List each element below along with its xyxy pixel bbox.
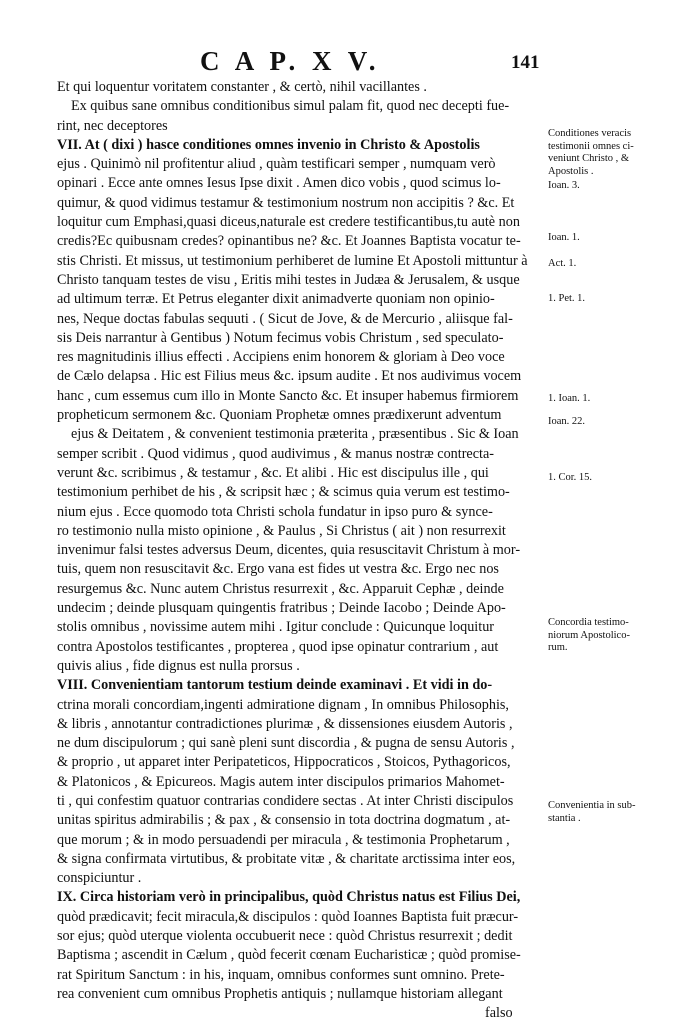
margin-note-conditiones: Conditiones veracis testimonii omnes ci- veniunt Christo , & Apostolis . [548, 128, 634, 177]
page-header [0, 46, 700, 80]
margin-note-ioan-3: Ioan. 3. [548, 180, 580, 191]
margin-note-act-1: Act. 1. [548, 258, 577, 269]
main-text [57, 78, 541, 1024]
text-line: sis Deis narrantur à Gentibus ) Notum fecimus vobis Christum , sed speculato- [57, 329, 504, 346]
text-line: Ex quibus sane omnibus conditionibus simul palam fit, quod nec decepti fue- [71, 98, 510, 115]
text-line: & libris , annotantur contradictiones plurimæ , & dissensiones eiusdem Autoris , [57, 715, 513, 732]
chapter-heading: C A P. X V. [200, 46, 381, 76]
text-line: ejus . Quinimò nil profitentur aliud , quàm testificari semper , numquam verò [57, 156, 496, 173]
text-line: sor ejus; quòd uterque violenta occubuerit nece : quòd Christus resurrexit ; dedit [57, 928, 513, 945]
text-line: unitas spiritus admirabilis ; & pax , & consensio in tota doctrina dogmatum , at- [57, 812, 511, 829]
margin-note-ioan-22: Ioan. 22. [548, 416, 586, 427]
text-line: hanc , cum essemus cum illo in Monte Sancto &c. Et insuper habemus firmiorem [57, 387, 519, 404]
text-line: ne dum discipulorum ; qui sanè pleni sunt discordia , & pugna de sensu Autoris , [57, 735, 515, 752]
text-line: testimonium perhibet de his , & scripsit hæc ; & scimus quia verum est testimo- [57, 484, 510, 501]
margin-note-1-ioan-1: 1. Ioan. 1. [548, 393, 591, 404]
text-line: contra Apostolos testificantes , propterea , quod ipse opinatur contrarium , aut [57, 638, 499, 655]
text-line: Christo tanquam testes de visu , Eritis mihi testes in Judæa & Jerusalem, & usque [57, 271, 520, 288]
text-line: quòd prædicavit; fecit miracula,& discipulos : quòd Ioannes Baptista fuit præcur- [57, 908, 519, 925]
section-vii-start: VII. At ( dixi ) hasce conditiones omnes invenio in Christo & Apostolis [57, 136, 480, 153]
text-line: invenimur falsi testes adversus Deum, dicentes, quia resuscitavit Christum à mor- [57, 542, 521, 559]
text-line: nes, Neque doctas fabulas sequuti . ( Sicut de Jove, & de Mercurio , aliisque fal- [57, 310, 513, 327]
margin-note-ioan-1: Ioan. 1. [548, 232, 580, 243]
text-line: & Platonicos , & Epicureos. Magis autem inter discipulos primarios Mahomet- [57, 773, 505, 790]
text-line: & signa confirmata virtutibus, & probitate vitæ , & charitate arctissima inter eos, [57, 850, 516, 867]
text-line: quimur, & quod vidimus testamur & testimonium nostrum non accipitis ? &c. Et [57, 194, 515, 211]
margin-note-convenientia: Convenientia in sub- stantia . [548, 800, 636, 824]
text-line: conspiciuntur . [57, 870, 142, 887]
text-line: ejus & Deitatem , & convenient testimonia præterita , præsentibus . Sic & Ioan [71, 426, 519, 443]
text-line: loquitur cum Emphasi,quasi diceus,naturale est credere testificantibus,tu autè non [57, 214, 520, 231]
text-line: semper scribit . Quod vidimus , quod audivimus , & manus nostræ contrecta- [57, 445, 494, 462]
text-line: res magnitudinis illius effecti . Accipiens enim honorem & gloriam à Deo voce [57, 349, 505, 366]
text-line: resurgemus &c. Nunc autem Christus resurrexit , &c. Apparuit Cephæ , deinde [57, 580, 504, 597]
text-line: Baptisma ; ascendit in Cælum , quòd fecerit cœnam Eucharisticæ ; quòd promise- [57, 947, 521, 964]
text-line: verunt &c. scribimus , & testamur , &c. Et alibi . Hic est discipulus ille , qui [57, 464, 489, 481]
text-line: undecim ; deinde plusquam quingentis fratribus ; Deinde Iacobo ; Deinde Apo- [57, 600, 506, 617]
text-line: & proprio , ut apparet inter Peripateticos, Hippocraticos , Stoicos, Pythagoricos, [57, 754, 511, 771]
text-line: que morum ; & in modo persuadendi per miracula , & testimonia Prophetarum , [57, 831, 510, 848]
text-line: propheticum sermonem &c. Quoniam Prophetæ omnes prædixerunt adventum [57, 407, 502, 424]
page-number: 141 [511, 52, 540, 73]
section-ix-start: IX. Circa historiam verò in principalibus, quòd Christus natus est Filius Dei, [57, 889, 521, 906]
text-line: rea convenient cum omnibus Prophetis antiquis ; nullamque historiam allegant [57, 985, 503, 1002]
text-line: nium ejus . Ecce quomodo tota Christi schola fundatur in ipso puro & synce- [57, 503, 493, 520]
text-line: stolis omnibus , novissime autem mihi . Igitur conclude : Quicunque loquitur [57, 619, 495, 636]
text-line: ro testimonio nulla misto opinione , & Paulus , Si Christus ( ait ) non resurrexit [57, 522, 506, 539]
text-line: opinari . Ecce ante omnes Iesus Ipse dixit . Amen dico vobis , quod scimus lo- [57, 175, 501, 192]
text-line: stis Christi. Et missus, ut testimonium perhiberet de lumine Et Apostoli mittuntur à [57, 252, 528, 269]
text-line: rint, nec deceptores [57, 117, 168, 134]
text-line: quivis alius , fide dignus est nulla prorsus . [57, 657, 300, 674]
margin-note-concordia: Concordia testimo- niorum Apostolico- rum. [548, 617, 630, 653]
text-line: credis?Ec quibusnam credes? opinantibus ne? &c. Et Joannes Baptista vocatur te- [57, 233, 521, 250]
text-line: ctrina morali concordiam,ingenti admiratione dignam , In omnibus Philosophis, [57, 696, 509, 713]
text-line: rat Spiritum Sanctum : in his, inquam, omnibus conformes sunt omnino. Prete- [57, 966, 505, 983]
catchword: falso [485, 1005, 513, 1022]
text-line: Et qui loquentur voritatem constanter , & certò, nihil vacillantes . [57, 79, 427, 95]
text-line: ad ultimum terræ. Et Petrus eleganter dixit animadverte quoniam non opinio- [57, 291, 495, 308]
text-line: tuis, quem non resuscitavit &c. Ergo vana est fides ut vestra &c. Ergo nec nos [57, 561, 499, 578]
section-viii-start: VIII. Convenientiam tantorum testium deinde examinavi . Et vidi in do- [57, 677, 493, 694]
margin-note-cor-15: 1. Cor. 15. [548, 472, 593, 483]
margin-note-pet-1: 1. Pet. 1. [548, 293, 586, 304]
text-line: de Cælo delapsa . Hic est Filius meus &c. ipsum audite . Et nos audivimus vocem [57, 368, 522, 385]
text-line: ti , qui confestim quatuor contrarias condidere sectas . At inter Christi discipulos [57, 792, 514, 809]
